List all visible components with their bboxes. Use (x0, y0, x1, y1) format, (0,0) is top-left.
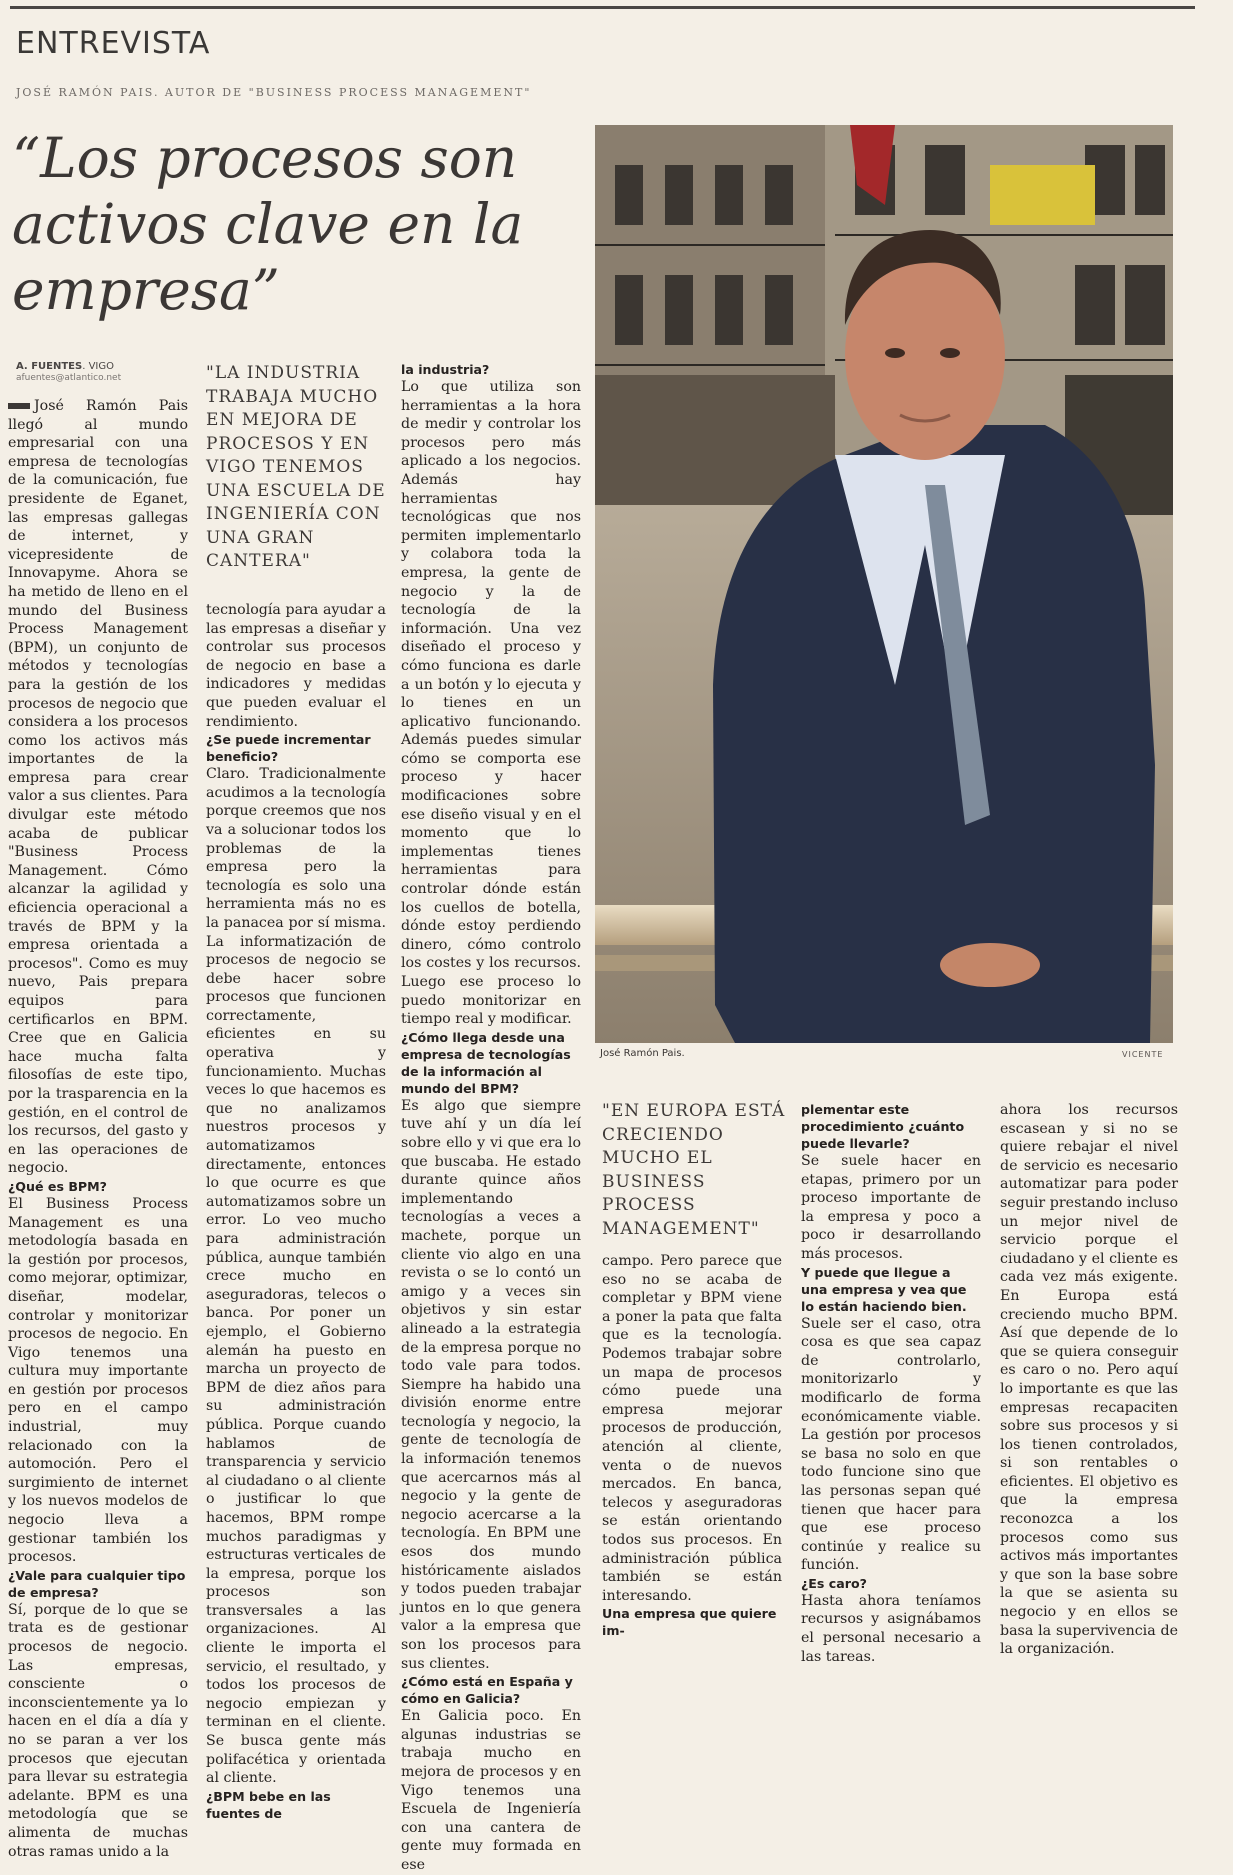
paragraph: campo. Pero parece que eso no se acaba de completar y BPM viene a poner la pata que falta que es la tecnología. Podemos trabajar sobre un mapa de procesos cómo puede una empresa mejorar procesos de producción, atención al cliente, venta o de nuevos mercados. En banca, telecos y aseguradoras se están orientando todos sus procesos. En administración pública también se están interesando. (602, 1253, 782, 1604)
byline-city: VIGO (88, 361, 114, 372)
photo-caption: José Ramón Pais. (600, 1048, 685, 1059)
answer: Se suele hacer en etapas, primero por un proceso importante de la empresa y poco a poco ir desarrollando más procesos. (801, 1153, 981, 1262)
paragraph: tecnología para ayudar a las empresas a diseñar y controlar sus procesos de negocio en base a indicadores y medidas que pueden evaluar el rendimiento. (206, 602, 386, 730)
question: ¿Vale para cualquier tipo de empresa? (8, 1567, 186, 1600)
answer: Es algo que siempre tuve ahí y un día leí sobre ello y vi que era lo que buscaba. He estado durante quince años implementando tecnologías a veces a machete, porque un cliente vio algo en una revista o se lo contó un amigo y a veces sin objetivos y sin estar alineado a la estrategia de la empresa porque no todo vale para todos. Siempre ha habido una división enorme entre tecnología y negocio, la gente de tecnología de la información tenemos que acercarnos más al negocio y la gente de negocio acercarse a la tecnología. En BPM une esos dos mundo históricamente aislados y todos pueden trabajar juntos en lo que genera valor a la empresa que son los procesos para sus clientes. (401, 1097, 581, 1672)
answer: Lo que utiliza son herramientas a la hora de medir y controlar los procesos pero más aplicado a los negocios. Además hay herramientas tecnológicas que nos permiten implementarlo y colabora toda la empresa, la gente de negocio y la de tecnología de la información. Una vez diseñado el proceso y cómo funciona es darle a un botón y lo ejecuta y lo tienes en un aplicativo funcionando. Además puedes simular cómo se comporta ese proceso y hacer modificaciones sobre ese diseño visual y en el momento que lo implementas tienes herramientas para controlar dónde están los cuellos de botella, dónde estoy perdiendo dinero, cómo controlo los costes y los recursos. Luego ese proceso lo puedo monitorizar en tiempo real y modificar. (401, 379, 581, 1028)
question: ¿Qué es BPM? (8, 1178, 107, 1194)
answer: Sí, porque de lo que se trata es de gestionar procesos de negocio. Las empresas, consciente o inconscientemente ya lo hacen en el día a día y no se paran a ver los procesos que ejecutan para llevar su estrategia adelante. BPM es una metodología que se alimenta de muchas otras ramas unido a la (8, 1601, 188, 1860)
headline: “Los procesos son activos clave en la empresa” (12, 126, 524, 322)
question: la industria? (401, 362, 490, 377)
article-column-2 (206, 601, 386, 1821)
byline-email: afuentes@atlantico.net (16, 373, 122, 383)
question: ¿BPM bebe en las fuentes de (206, 1788, 331, 1821)
byline: A. FUENTES. VIGO (16, 361, 114, 372)
top-rule (10, 6, 1195, 9)
lead-mark (8, 403, 30, 409)
answer: Hasta ahora teníamos recursos y asignábamos el personal necesario a las tareas. (801, 1592, 981, 1665)
portrait-photo (595, 125, 1173, 1043)
lead-paragraph: José Ramón Pais llegó al mundo empresarial con una empresa de tecnologías de la comunicación, fue presidente de Eganet, las empresas gallegas de internet, y vicepresidente de Innovapyme. Ahora se ha metido de lleno en el mundo del Business Process Management (BPM), un conjunto de métodos y tecnologías para la gestión de los procesos de negocio que considera a los procesos como los activos más importantes de la empresa para crear valor a sus clientes. Para divulgar este método acaba de publicar "Business Process Management. Cómo alcanzar la agilidad y eficiencia operacional a través de BPM y la empresa orientada a procesos". Como es muy nuevo, Pais prepara equipos para certificarlos en BPM. Cree que en Galicia hace mucha falta filosofías de este tipo, por la trasparencia en la gestión, en el control de los recursos, del gasto y en las operaciones de negocio. (8, 398, 188, 1177)
article-column-3 (401, 361, 581, 1873)
answer: Claro. Tradicionalmente acudimos a la tecnología porque creemos que nos va a solucionar todos los problemas de la empresa pero la tecnología es solo una herramienta más no es la panacea por sí misma. La informatización de procesos de negocio se debe hacer sobre procesos que funcionen correctamente, eficientes en su operativa y funcionamiento. Muchas veces lo que hacemos es que no analizamos nuestros procesos y automatizamos directamente, entonces lo que ocurre es que automatizamos sobre un error. Lo veo mucho para administración pública, aunque también crece mucho en aseguradoras, telecos o banca. Por poner un ejemplo, el Gobierno alemán ha puesto en marcha un proyecto de BPM de diez años para su administración pública. Porque cuando hablamos de transparencia y servicio al ciudadano o al cliente o justificar lo que hacemos, BPM rompe muchos paradigmas y estructuras verticales de la empresa, porque los procesos son transversales a las organizaciones. Al cliente le importa el servicio, el resultado, y todos los procesos de negocio empiezan y terminan en el cliente. Se busca gente más polifacética y orientada al cliente. (206, 766, 386, 1787)
article-column-5 (801, 1101, 981, 1665)
answer: El Business Process Management es una metodología basada en la gestión por procesos, como mejorar, optimizar, diseñar, modelar, controlar y monitorizar procesos de negocio. En Vigo tenemos una cultura muy importante en gestión por procesos pero en el campo industrial, muy relacionado con la automoción. Pero el surgimiento de internet y los nuevos modelos de negocio lleva a gestionar también los procesos. (8, 1195, 188, 1566)
article-column-4 (602, 1252, 782, 1639)
answer: En Galicia poco. En algunas industrias se trabaja mucho en mejora de procesos y en Vigo tenemos una Escuela de Ingeniería con una cantera de gente muy formada en ese (401, 1708, 581, 1873)
paragraph: ahora los recursos escasean y si no se quiere rebajar el nivel de servicio es necesario automatizar para poder seguir prestando incluso un mejor nivel de servicio porque el ciudadano y el cliente es cada vez más exigente. En Europa está creciendo mucho BPM. Así que depende de lo que se quiera conseguir es caro o no. Pero aquí lo importante es que las empresas recapaciten sobre sus procesos y si los tienen controlados, si son rentables o eficientes. El objetivo es que la empresa reconozca a los procesos como sus activos más importantes y que son la base sobre la que se asienta su negocio y en ellos se basa la supervivencia de la organización. (1000, 1102, 1178, 1658)
question: ¿Se puede incrementar beneficio? (206, 732, 371, 765)
question: Y puede que llegue a una empresa y vea que lo están haciendo bien. (801, 1264, 967, 1314)
question: ¿Es caro? (801, 1575, 867, 1591)
question: plementar este procedimiento ¿cuánto puede llevarle? (801, 1102, 965, 1151)
photo-credit: VICENTE (1122, 1050, 1164, 1059)
article-column-6 (1000, 1101, 1178, 1658)
question: ¿Cómo llega desde una empresa de tecnologías de la información al mundo del BPM? (401, 1029, 571, 1096)
question: ¿Cómo está en España y cómo en Galicia? (401, 1674, 573, 1707)
answer: Suele ser el caso, otra cosa es que sea capaz de controlarlo, monitorizarlo y modificarlo de forma económicamente viable. La gestión por procesos se basa no solo en que todo funcione sino que las personas sepan qué tienen que hacer para que ese proceso continúe y realice su función. (801, 1315, 981, 1574)
question: Una empresa que quiere im- (602, 1606, 777, 1639)
section-label: ENTREVISTA (16, 26, 211, 61)
article-column-1 (8, 397, 188, 1860)
portrait-illustration (595, 125, 1173, 1043)
kicker: JOSÉ RAMÓN PAIS. AUTOR DE "BUSINESS PROCESS MANAGEMENT" (16, 86, 532, 99)
pull-quote-1: "LA INDUSTRIA TRABAJA MUCHO EN MEJORA DE PROCESOS Y EN VIGO TENEMOS UNA ESCUELA DE INGENIERÍA CON UNA GRAN CANTERA" (206, 363, 386, 571)
pull-quote-2: "EN EUROPA ESTÁ CRECIENDO MUCHO EL BUSINESS PROCESS MANAGEMENT" (602, 1101, 786, 1239)
byline-name: A. FUENTES (16, 361, 83, 372)
